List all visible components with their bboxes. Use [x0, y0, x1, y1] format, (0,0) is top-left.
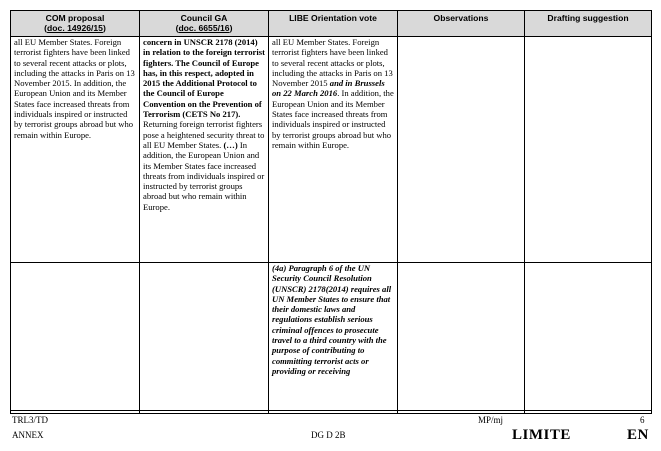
cell-com-proposal: all EU Member States. Foreign terrorist fighters have been linked to several recent attacks or plots, including the attacks in Paris on 13 November 2015. In addition, the European Union and its Member States face increased threats from individuals inspired or instructed by terrorist groups abroad but who remain within Europe.	[11, 37, 140, 263]
comparison-table	[10, 10, 652, 414]
header-libe-orientation-vote: LIBE Orientation vote	[269, 11, 398, 37]
cell-council-ga	[140, 263, 269, 414]
text-segment: In addition, the European Union and its Member States face increased threats from individuals inspired or instructed by terrorist groups abroad but who remain within Europe.	[143, 139, 265, 212]
footer-page-number: 6	[640, 415, 645, 425]
doc-reference-link[interactable]: doc. 6655/16	[178, 23, 230, 34]
doc-reference-link[interactable]: doc. 14926/15	[47, 23, 103, 34]
cell-libe-orientation-vote: (4a) Paragraph 6 of the UN Security Council Resolution (UNSCR) 2178(2014) requires all UN Member States to ensure that their domestic laws and regulations establish serious criminal offences to prosecute travel to a third country with the purpose of contributing to committing terrorist acts or providing or receiving	[269, 263, 398, 414]
cell-council-ga	[140, 37, 269, 263]
text-segment: and in Brussels on 22 March 2016	[272, 78, 385, 99]
header-row	[11, 11, 652, 37]
cell-drafting-suggestion	[525, 263, 652, 414]
header-com-proposal: COM proposal (doc. 14926/15)	[11, 11, 140, 37]
table-row	[11, 37, 652, 263]
table-row	[11, 263, 652, 414]
footer-language: EN	[627, 427, 649, 443]
text-segment: (…)	[223, 139, 238, 150]
footer-dg: DG D 2B	[311, 430, 346, 440]
cell-drafting-suggestion	[525, 37, 652, 263]
footer-annex: ANNEX	[12, 430, 44, 440]
header-observations: Observations	[398, 11, 525, 37]
header-council-ga: Council GA (doc. 6655/16)	[140, 11, 269, 37]
footer-divider	[10, 410, 651, 411]
footer-reference: TRL3/TD	[12, 415, 48, 425]
cell-libe-orientation-vote	[269, 37, 398, 263]
footer-initials: MP/mj	[478, 415, 504, 425]
text-segment: Returning foreign terrorist fighters pose a heightened security threat to all EU Member States.	[143, 119, 265, 150]
cell-observations	[398, 37, 525, 263]
text-segment: all EU Member States. Foreign terrorist fighters have been linked to several recent attacks or plots, including the attacks in Paris on 13 November 2015	[272, 37, 393, 89]
footer-classification: LIMITE	[512, 427, 571, 443]
header-drafting-suggestion: Drafting suggestion	[525, 11, 652, 37]
text-segment: concern in UNSCR 2178 (2014) in relation to the foreign terrorist fighters. The Council of Europe has, in this respect, adopted in 2015 the Additional Protocol to the Council of Europe Convention on the Prevention of Terrorism (CETS No 217).	[143, 37, 265, 120]
cell-com-proposal	[11, 263, 140, 414]
cell-observations	[398, 263, 525, 414]
text-segment: . In addition, the European Union and its Member States face increased threats from individuals inspired or instructed by terrorist groups abroad but who remain within Europe.	[272, 88, 394, 150]
